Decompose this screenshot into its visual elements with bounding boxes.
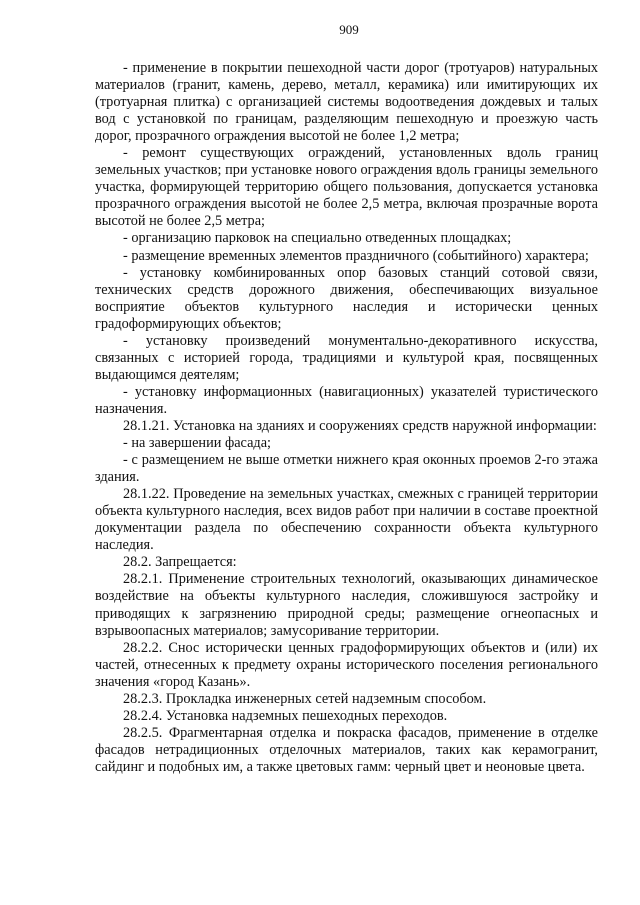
paragraph: - применение в покрытии пешеходной части дорог (тротуаров) натуральных материалов (гранит, камень, дерево, металл, керамика) или имитирующих их (тротуарная плитка) с организацией системы водоотведения дождевых и талых вод с установкой по границам, разделяющим пешеходную и проезжую часть дорог, прозрачного ограждения высотой не более 1,2 метра; — [95, 60, 598, 145]
paragraph: - с размещением не выше отметки нижнего края оконных проемов 2-го этажа здания. — [95, 452, 598, 486]
paragraph: 28.2.4. Установка надземных пешеходных переходов. — [123, 707, 448, 724]
paragraph: 28.1.22. Проведение на земельных участках, смежных с границей территории объекта культурного наследия, всех видов работ при наличии в составе проектной документации раздела по обеспечению сохранности объекта культурного наследия. — [95, 486, 598, 554]
paragraph: 28.1.21. Установка на зданиях и сооружениях средств наружной информации: — [123, 417, 597, 434]
paragraph: - ремонт существующих ограждений, установленных вдоль границ земельных участков; при установке нового ограждения вдоль границы земельного участка, формирующей территорию общего пользования, допускается установка прозрачного ограждения высотой не более 2,5 метра, включая прозрачные ворота высотой не более 2,5 метра; — [95, 145, 598, 230]
paragraph: 28.2.5. Фрагментарная отделка и покраска фасадов, применение в отделке фасадов нетрадиционных отделочных материалов, таких как керамогранит, сайдинг и подобных им, а также цветовых гамм: черный цвет и неоновые цвета. — [95, 724, 598, 775]
paragraph: - размещение временных элементов праздничного (событийного) характера; — [123, 247, 589, 264]
paragraph: - установку информационных (навигационных) указателей туристического назначения. — [95, 383, 598, 417]
paragraph: 28.2. Запрещается: — [123, 554, 237, 571]
paragraph: 28.2.3. Прокладка инженерных сетей надземным способом. — [123, 690, 487, 707]
paragraph: - установку произведений монументально-декоративного искусства, связанных с историей города, традициями и культурой края, посвященных выдающимся деятелям; — [95, 332, 598, 383]
paragraph: - организацию парковок на специально отведенных площадках; — [123, 230, 512, 247]
paragraph: - установку комбинированных опор базовых станций сотовой связи, технических средств дорожного движения, обеспечивающих визуальное восприятие объектов культурного наследия и исторически ценных градоформирующих объектов; — [95, 264, 598, 332]
paragraph: - на завершении фасада; — [123, 435, 272, 452]
page-number: 909 — [339, 22, 359, 37]
paragraph: 28.2.2. Снос исторически ценных градоформирующих объектов и (или) их частей, отнесенных к предмету охраны исторического поселения регионального значения «город Казань». — [95, 639, 598, 690]
paragraph: 28.2.1. Применение строительных технологий, оказывающих динамическое воздействие на объекты культурного наследия, сложившуюся застройку и приводящих к загрязнению природной среды; размещение огнеопасных и взрывоопасных материалов; замусоривание территории. — [95, 571, 598, 639]
document-body — [95, 60, 598, 776]
